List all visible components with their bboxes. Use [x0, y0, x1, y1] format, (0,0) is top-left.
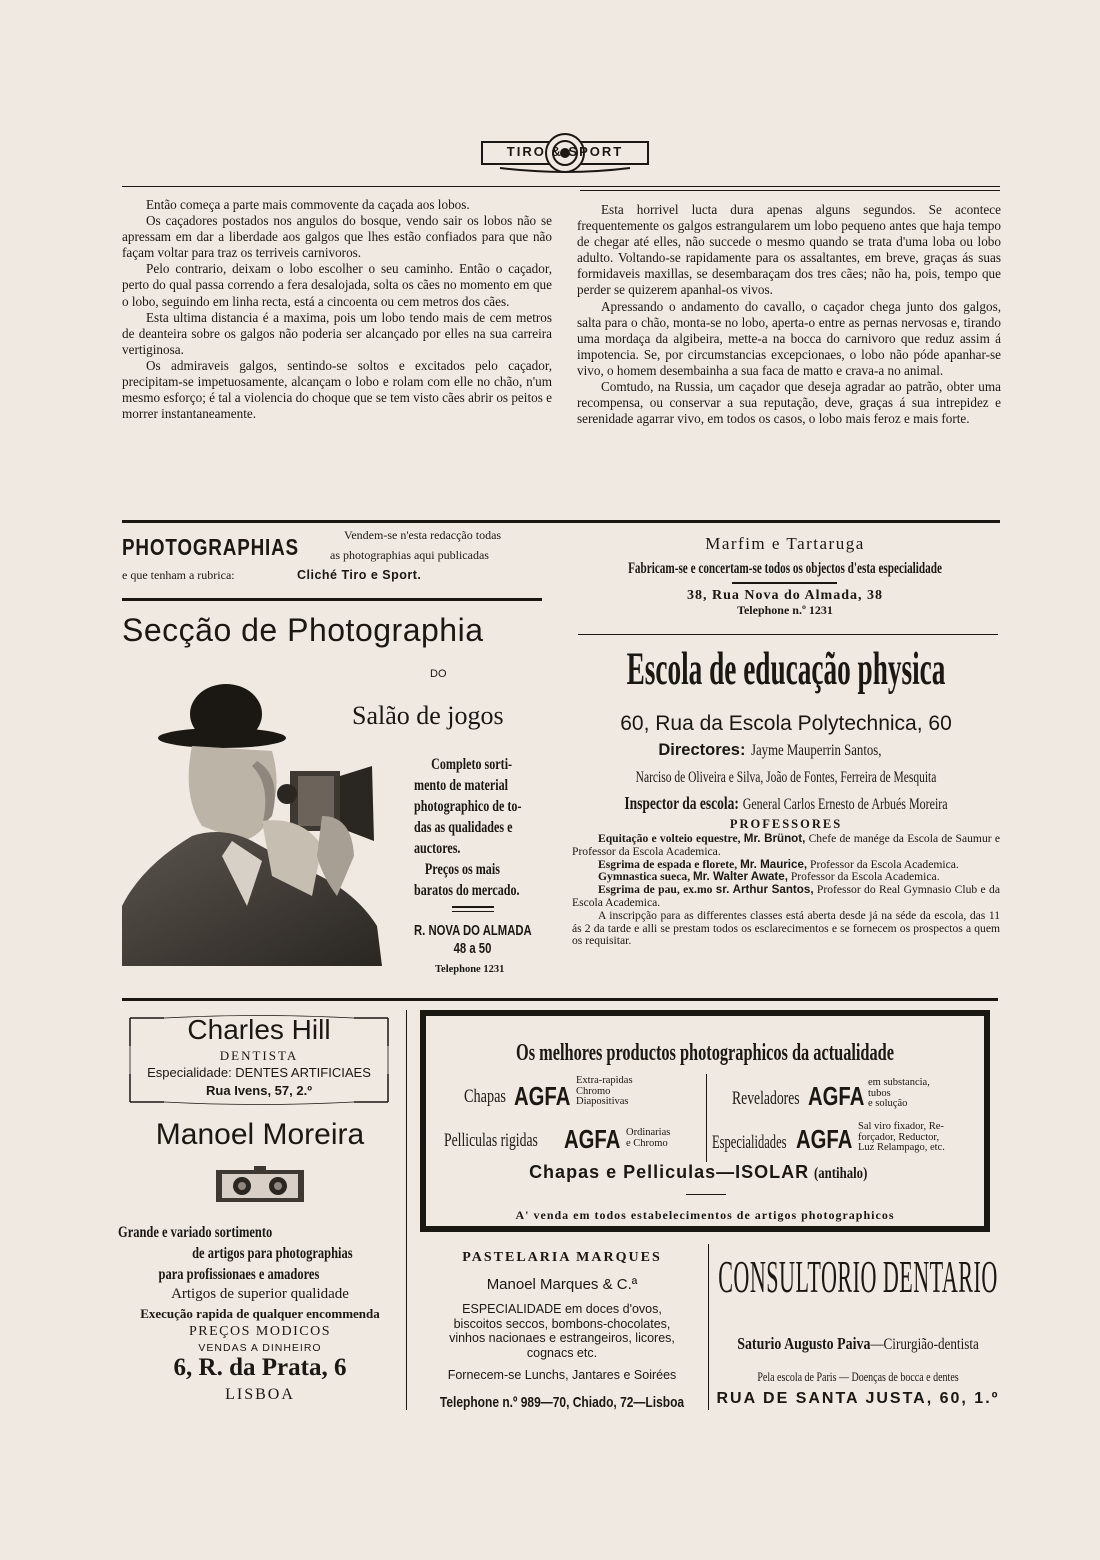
ad-address: R. NOVA DO ALMADA 48 a 50: [414, 923, 532, 957]
ad-phone: Telephone n.º 989—70, Chiado, 72—Lisboa: [439, 1394, 685, 1411]
ad-directores-names: Narciso de Oliveira e Silva, João de Fontes, Ferreira de Mesquita: [635, 769, 937, 786]
ad-title: Manoel Moreira: [155, 1118, 365, 1151]
ad-address: Rua Ivens, 57, 2.º: [206, 1083, 312, 1098]
article-paragraph: Os caçadores postados nos angulos do bosque, vendo sair os lobos não se apressam em dar a liberdade aos galgos que lhes estão confiados para que não façam voltar para traz os terriveis carnivoros.: [122, 213, 552, 261]
ad-specialty: Pela escola de Paris — Doenças de bocca e dentes: [757, 1370, 959, 1384]
article-paragraph: Esta horrivel lucta dura apenas alguns segundos. Se acontece frequentemente os galgos estrangularem um lobo pequeno antes que haja tempo de chegar até elles, não succede o mesmo quando se trata d'uma loba ou lobo adulto. Voltando-se rapidamente para os assaltantes, em breve, graças ás suas formidaveis maxillas, se desembaraçam dos tres cães; não ha, pois, tempo que perder se quizerem apanhal-os vivos.: [577, 202, 1001, 298]
article-column-left: [122, 197, 552, 422]
ad-quality: Artigos de superior qualidade: [171, 1286, 349, 1302]
list-item: Esgrima de pau, ex.mo sr. Arthur Santos, Professor do Real Gymnasio Club e da Escola Academica.: [572, 883, 1000, 909]
ad-photographias: [122, 526, 552, 596]
ad-text: as photographias aqui publicadas: [330, 548, 489, 562]
header-rule: [122, 186, 1000, 187]
ad-title: PHOTOGRAPHIAS: [122, 534, 299, 560]
ad-inscricao: A inscripção para as differentes classes está aberta desde já na séde da escola, das 11 ás 2 da tarde e alli se prestam todos os esclarecimentos e se fornecem os prospectos a quem os requisitar.: [572, 908, 1000, 948]
ad-address: 6, R. da Prata, 6: [173, 1354, 347, 1381]
ad-desc: ESPECIALIDADE em doces d'ovos, biscoitos seccos, bombons-chocolates, vinhos nacionaes e estrangeiros, licores, cognacs etc.: [449, 1302, 675, 1360]
ad-charles-hill: [124, 1010, 394, 1110]
article-paragraph: Esta ultima distancia é a maxima, pois um lobo tendo mais de cem metros de deanteira sobre os galgos não poderia ser alcançado por elles na sua carreira vertiginosa.: [122, 309, 552, 357]
column-rule: [708, 1244, 709, 1410]
ad-address: 38, Rua Nova do Almada, 38: [687, 588, 883, 603]
ad-desc: Grande e variado sortimento de artigos para photographias para profissionaes e amadores: [118, 1224, 353, 1283]
list-item: Gymnastica sueca, Mr. Walter Awate, Professor da Escola Academica.: [598, 870, 940, 884]
article-column-right: [577, 202, 1001, 427]
agfa-item-chapas: Chapas AGFA Extra-rapidas Chromo Diapositivas: [464, 1075, 633, 1111]
ad-pastelaria-marques: [420, 1244, 704, 1414]
ad-escola-educacao-physica: [570, 640, 1002, 990]
agfa-item-reveladores: Reveladores AGFA em substancia, tubos e solução: [732, 1077, 930, 1111]
agfa-divider: [706, 1074, 707, 1162]
agfa-brand: AGFA: [514, 1081, 571, 1111]
article-paragraph: Pelo contrario, deixam o lobo escolher o seu caminho. Então o caçador, perto do qual passa correndo a fera desalojada, solta os cães no momento em que o lobo, seguindo em linha recta, está a cincoenta ou cem metros dos cães.: [122, 261, 552, 309]
ad-seccao-photographia: [122, 608, 552, 988]
ornament-divider: [452, 911, 494, 912]
agfa-item-especialidades: Especialidades AGFA Sal viro fixador, Re- forçador, Reductor, Luz Relampago, etc.: [712, 1121, 945, 1154]
ad-title: Charles Hill: [187, 1014, 331, 1045]
ad-phone: Telephone 1231: [435, 964, 505, 975]
agfa-brand: AGFA: [796, 1124, 853, 1154]
ad-inspector: Inspector da escola: General Carlos Ernesto de Arbués Moreira: [624, 793, 948, 813]
ad-title: CONSULTORIO DENTARIO: [718, 1251, 998, 1302]
ad-precos: PREÇOS MODICOS: [189, 1324, 331, 1339]
ad-address: RUA DE SANTA JUSTA, 60, 1.º: [716, 1390, 1000, 1407]
ad-subtitle: Salão de jogos: [352, 701, 504, 730]
ad-cliche: Cliché Tiro e Sport.: [297, 568, 422, 582]
ad-consultorio-dentario: [714, 1244, 1002, 1414]
ad-phone: Telephone n.º 1231: [737, 603, 833, 617]
ad-text: e que tenham a rubrica:: [122, 568, 235, 582]
masthead-logo: [480, 126, 650, 176]
ornament-divider: [686, 1194, 726, 1195]
ad-text: Vendem-se n'esta redacção todas: [344, 528, 502, 542]
section-rule: [122, 998, 998, 1001]
ad-directores: Directores: Jayme Mauperrin Santos,: [658, 741, 882, 759]
ad-rule: [578, 634, 998, 635]
ad-title: PASTELARIA MARQUES: [462, 1250, 662, 1265]
ad-owner: Manoel Marques & C.ª: [486, 1276, 638, 1293]
ad-city: LISBOA: [225, 1386, 295, 1403]
ad-doctor: Saturio Augusto Paiva—Cirurgião-dentista: [737, 1334, 979, 1353]
ad-agfa: [420, 1010, 990, 1232]
agfa-brand: AGFA: [564, 1124, 621, 1154]
ad-title: Os melhores productos photographicos da actualidade: [516, 1040, 894, 1066]
ad-subtitle: Fabricam-se e concertam-se todos os objectos d'esta especialidade: [628, 560, 942, 577]
ad-marfim: [570, 530, 1000, 620]
ad-desc: Completo sorti- mento de material photographico de to- das as qualidades e auctores. Preços os mais baratos do mercado.: [414, 756, 522, 899]
article-paragraph: Apressando o andamento do cavallo, o caçador chega junto dos galgos, salta para o chão, monta-se no lobo, aperta-o entre as pernas nervosas e, tirando uma mordaça da algibeira, mette-a na bocca do carnivoro que reduz assim á impotencia. Se, por circumstancias excepcionaes, o lobo não póde apanhar-se vivo, o homem desembainha a sua faca de matto e crava-a no animal.: [577, 298, 1001, 378]
agfa-footer: A' venda em todos estabelecimentos de artigos photographicos: [515, 1208, 895, 1222]
article-paragraph: Os admiraveis galgos, sentindo-se soltos e excitados pelo caçador, precipitam-se impetuosamente, alcançam o lobo e rolam com elle no chão, n'um mesmo esforço; é tal a violencia do choque que se tem visto cães abrir os peitos e morrer instantaneamente.: [122, 357, 552, 422]
article-paragraph: Comtudo, na Russia, um caçador que deseja agradar ao patrão, obter uma recompensa, ou conservar a sua reputação, deve, graças á sua intrepidez e serenidade agarrar vivo, em todos os casos, o lobo mais feroz e mais forte.: [577, 379, 1001, 427]
photographer-illustration: [122, 666, 397, 966]
list-item: Equitação e volteio equestre, Mr. Brünot, Chefe de manége da Escola de Saumur e Professor da Escola Academica.: [572, 832, 1000, 858]
ad-rule: [122, 598, 542, 601]
ad-execucao: Execução rapida de qualquer encommenda: [140, 1306, 380, 1321]
section-rule: [122, 520, 1000, 523]
article-paragraph: Então começa a parte mais commovente da caçada aos lobos.: [146, 197, 470, 212]
ornament-divider: [732, 582, 837, 584]
ad-fornecem: Fornecem-se Lunchs, Jantares e Soirées: [447, 1368, 677, 1382]
stereo-camera-icon: [214, 1164, 306, 1206]
ad-text: DO: [430, 668, 447, 680]
masthead-title: TIRO & SPORT: [506, 144, 624, 159]
ad-title: Marfim e Tartaruga: [705, 534, 865, 553]
ad-address: 60, Rua da Escola Polytechnica, 60: [620, 712, 952, 735]
ad-professores-list: [572, 833, 1000, 948]
agfa-item-pelliculas: Pelliculas rigidas AGFA Ordinarias e Chromo: [444, 1124, 671, 1154]
header-rule-2: [580, 190, 1000, 191]
agfa-isolar: Chapas e Pelliculas—ISOLAR (antihalo): [529, 1162, 868, 1182]
agfa-brand: AGFA: [808, 1081, 865, 1111]
ad-vendas: VENDAS A DINHEIRO: [198, 1342, 322, 1354]
ornament-divider: [452, 906, 494, 908]
ad-role: DENTISTA: [219, 1048, 299, 1063]
ad-professores-heading: PROFESSORES: [729, 817, 843, 831]
ad-title: Secção de Photographia: [122, 612, 484, 648]
column-rule: [406, 1010, 407, 1410]
ad-specialty: Especialidade: DENTES ARTIFICIAES: [147, 1065, 371, 1080]
ad-title: Escola de educação physica: [626, 643, 946, 695]
ad-manoel-moreira: [118, 1118, 402, 1418]
list-item: Esgrima de espada e florete, Mr. Maurice, Professor da Escola Academica.: [598, 857, 959, 871]
